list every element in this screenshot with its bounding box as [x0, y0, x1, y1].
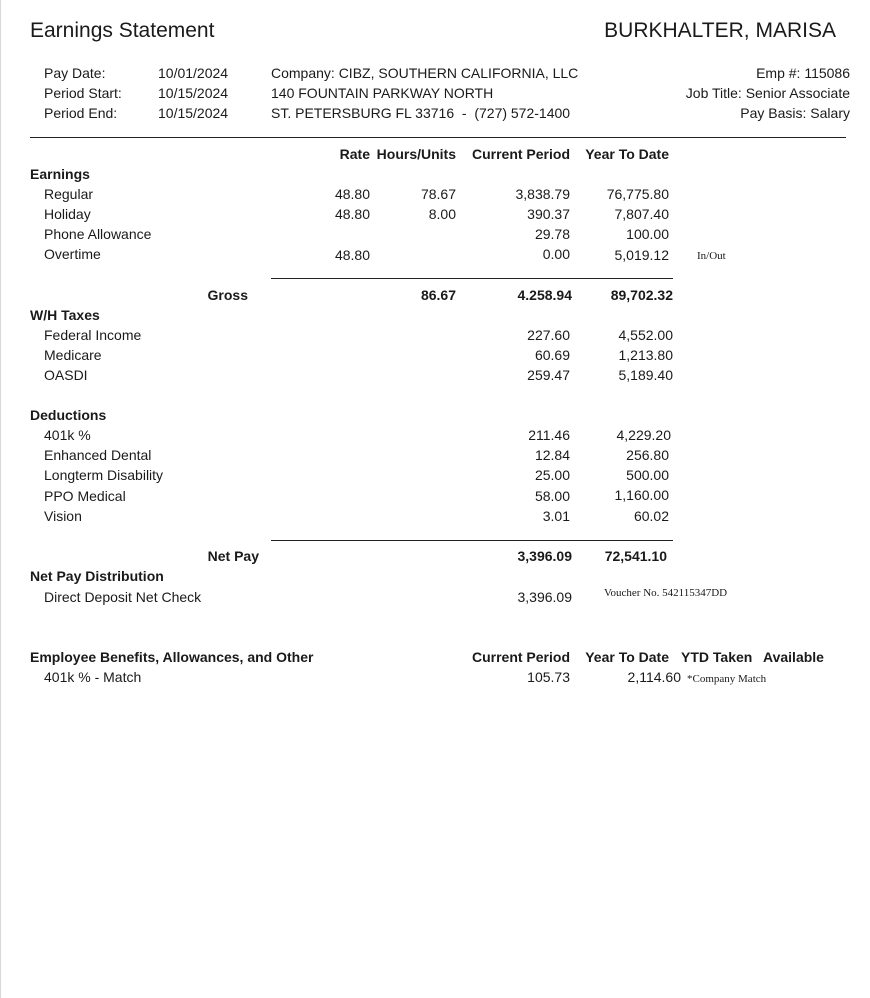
row-name: Direct Deposit Net Check — [44, 589, 202, 605]
company-line-2: 140 FOUNTAIN PARKWAY NORTH — [271, 85, 494, 101]
statement-title: Earnings Statement — [30, 19, 215, 42]
row-ytd: 5,189.40 — [618, 367, 673, 383]
net-pay-current: 3,396.09 — [517, 548, 572, 564]
benefits-section-label: Employee Benefits, Allowances, and Other — [30, 649, 314, 665]
row-name: OASDI — [44, 367, 88, 383]
distribution-section-label: Net Pay Distribution — [30, 568, 164, 584]
row-rate: 48.80 — [334, 206, 370, 222]
row-ytd: 2,114.60 — [627, 669, 681, 685]
row-ytd: 4,229.20 — [616, 427, 671, 443]
row-name: Longterm Disability — [44, 467, 164, 483]
period-start: 10/15/2024 — [158, 85, 229, 101]
row-ytd: 1,213.80 — [618, 347, 673, 363]
company-line-1: Company: CIBZ, SOUTHERN CALIFORNIA, LLC — [271, 65, 579, 81]
net-pay-label: Net Pay — [207, 548, 259, 564]
row-current: 60.69 — [534, 347, 570, 363]
row-name: 401k % - Match — [44, 669, 142, 685]
col-ytd: Year To Date — [585, 146, 669, 162]
emp-number: Emp #: 115086 — [756, 65, 850, 81]
row-ytd: 5,019.12 — [614, 247, 669, 263]
row-name: Regular — [44, 186, 94, 202]
employee-name: BURKHALTER, MARISA — [604, 19, 836, 42]
row-name: Overtime — [44, 246, 101, 262]
company-match-note: *Company Match — [687, 673, 767, 685]
benefits-col-available: Available — [763, 649, 824, 665]
gross-current: 4.258.94 — [517, 287, 572, 303]
gross-hours: 86.67 — [420, 287, 456, 303]
row-name: PPO Medical — [44, 488, 126, 504]
row-current: 29.78 — [534, 226, 570, 242]
row-current: 3.01 — [542, 508, 570, 524]
benefits-col-current: Current Period — [471, 649, 570, 665]
row-name: Phone Allowance — [44, 226, 152, 242]
row-hours: 78.67 — [420, 186, 456, 202]
header-divider — [30, 137, 846, 138]
row-name: Vision — [44, 508, 82, 524]
row-current: 211.46 — [528, 427, 570, 443]
row-name: Federal Income — [44, 327, 142, 343]
taxes-section-label: W/H Taxes — [30, 307, 100, 323]
row-current: 390.37 — [527, 206, 570, 222]
row-ytd: 7,807.40 — [614, 206, 669, 222]
row-rate: 48.80 — [334, 186, 370, 202]
row-ytd: 60.02 — [633, 508, 669, 524]
row-hours: 8.00 — [428, 206, 456, 222]
row-name: Enhanced Dental — [44, 447, 152, 463]
gross-ytd: 89,702.32 — [610, 287, 673, 303]
company-line-3: ST. PETERSBURG FL 33716 - (727) 572-1400 — [271, 105, 571, 121]
gross-divider — [271, 278, 673, 279]
row-amount: 3,396.09 — [517, 589, 572, 605]
col-hours: Hours/Units — [376, 146, 456, 162]
row-ytd: 4,552.00 — [618, 327, 673, 343]
row-current: 259.47 — [527, 367, 570, 383]
earnings-section-label: Earnings — [30, 166, 90, 182]
row-rate: 48.80 — [334, 247, 370, 263]
benefits-col-taken: YTD Taken — [681, 649, 753, 665]
gross-label: Gross — [207, 287, 248, 303]
net-pay-divider — [271, 540, 673, 541]
row-ytd: 100.00 — [626, 226, 669, 242]
pay-date-label: Pay Date: — [44, 65, 106, 81]
row-current: 105.73 — [527, 669, 570, 685]
pay-basis: Pay Basis: Salary — [740, 105, 850, 121]
row-current: 0.00 — [542, 246, 570, 262]
row-name: 401k % — [44, 427, 91, 443]
job-title: Job Title: Senior Associate — [685, 85, 850, 101]
period-start-label: Period Start: — [44, 85, 122, 101]
deductions-section-label: Deductions — [30, 407, 107, 423]
row-name: Holiday — [44, 206, 91, 222]
row-current: 3,838.79 — [515, 186, 570, 202]
row-ytd: 1,160.00 — [614, 487, 669, 503]
benefits-col-ytd: Year To Date — [585, 649, 669, 665]
row-current: 227.60 — [527, 327, 570, 343]
overtime-note: In/Out — [697, 250, 726, 262]
row-ytd: 256.80 — [626, 447, 669, 463]
col-rate: Rate — [339, 146, 370, 162]
pay-date: 10/01/2024 — [158, 65, 229, 81]
row-current: 25.00 — [534, 467, 570, 483]
net-pay-ytd: 72,541.10 — [604, 548, 667, 564]
row-ytd: 500.00 — [626, 467, 669, 483]
row-current: 12.84 — [534, 447, 570, 463]
period-end-label: Period End: — [44, 105, 118, 121]
row-name: Medicare — [44, 347, 102, 363]
row-current: 58.00 — [534, 488, 570, 504]
voucher-number: Voucher No. 542115347DD — [604, 587, 728, 599]
row-ytd: 76,775.80 — [606, 186, 669, 202]
col-current: Current Period — [471, 146, 570, 162]
period-end: 10/15/2024 — [158, 105, 229, 121]
